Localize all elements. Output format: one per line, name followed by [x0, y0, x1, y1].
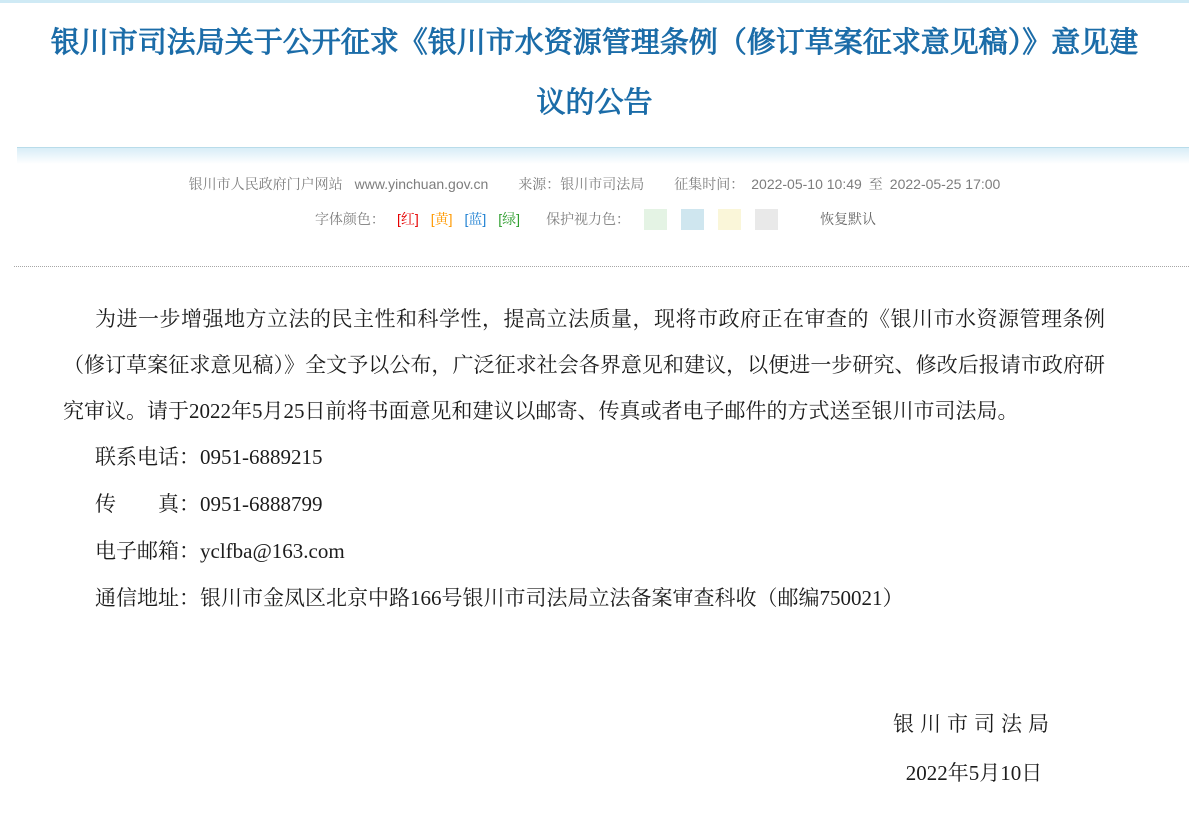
period-start: 2022-05-10 10:49	[751, 176, 862, 192]
source-label: 来源：	[518, 176, 561, 192]
contact-email-value: yclfba@163.com	[200, 539, 345, 563]
eye-protect-swatch-blue[interactable]	[681, 209, 704, 230]
collection-period	[674, 174, 1000, 194]
font-color-yellow-button[interactable]: [黄]	[430, 211, 453, 227]
contact-address-value: 银川市金凤区北京中路166号银川市司法局立法备案审查科收（邮编750021）	[200, 586, 904, 610]
font-color-blue-button[interactable]: [蓝]	[464, 211, 487, 227]
signature-organization: 银川市司法局	[893, 712, 1055, 736]
reset-default-button[interactable]: 恢复默认	[820, 211, 877, 227]
site-url[interactable]: www.yinchuan.gov.cn	[354, 176, 489, 192]
article-source	[518, 174, 644, 194]
contact-address-label: 通信地址：	[95, 586, 200, 610]
contact-email	[95, 528, 1105, 575]
eye-protect-label: 保护视力色：	[546, 211, 631, 227]
period-label: 征集时间：	[674, 176, 745, 192]
font-color-green-button[interactable]: [绿]	[498, 211, 521, 227]
eye-protect-swatch-cream[interactable]	[718, 209, 741, 230]
page-title	[0, 3, 1189, 133]
contact-phone	[95, 434, 1105, 481]
announcement-body	[0, 296, 1189, 787]
announcement-paragraph: 为进一步增强地方立法的民主性和科学性，提高立法质量，现将市政府正在审查的《银川市水资源管理条例（修订草案征求意见稿）》全文予以公布，广泛征求社会各界意见和建议，以便进一步研究、修改后报请市政府研究审议。请于2022年5月25日前将书面意见和建议以邮寄、传真或者电子邮件的方式送至银川市司法局。	[63, 307, 1105, 423]
eye-protect-swatch-green[interactable]	[644, 209, 667, 230]
contact-fax-value: 0951-6888799	[200, 492, 323, 516]
contact-address	[95, 575, 1105, 622]
signature-block	[834, 710, 1114, 787]
display-toolbar	[0, 208, 1189, 230]
page-title-line-2: 议的公告	[536, 87, 653, 119]
font-color-red-button[interactable]: [红]	[396, 211, 419, 227]
meta-bar	[0, 174, 1189, 194]
contact-phone-value: 0951-6889215	[200, 445, 323, 469]
title-divider-band	[17, 147, 1189, 164]
site-identity	[189, 174, 489, 194]
site-name: 银川市人民政府门户网站	[188, 176, 343, 192]
signature-date: 2022年5月10日	[905, 761, 1043, 785]
period-separator: 至	[868, 176, 883, 192]
page-title-line-1: 银川市司法局关于公开征求《银川市水资源管理条例（修订草案征求意见稿）》意见建	[50, 27, 1139, 59]
contact-fax-label: 传 真：	[95, 492, 200, 516]
font-color-label: 字体颜色：	[314, 211, 385, 227]
contact-list	[95, 434, 1105, 622]
separator-dotted-line	[14, 266, 1189, 267]
contact-phone-label: 联系电话：	[95, 445, 200, 469]
contact-fax	[95, 481, 1105, 528]
contact-email-label: 电子邮箱：	[95, 539, 200, 563]
eye-protect-swatch-gray[interactable]	[755, 209, 778, 230]
source-value: 银川市司法局	[560, 176, 645, 192]
period-end: 2022-05-25 17:00	[889, 176, 1001, 192]
